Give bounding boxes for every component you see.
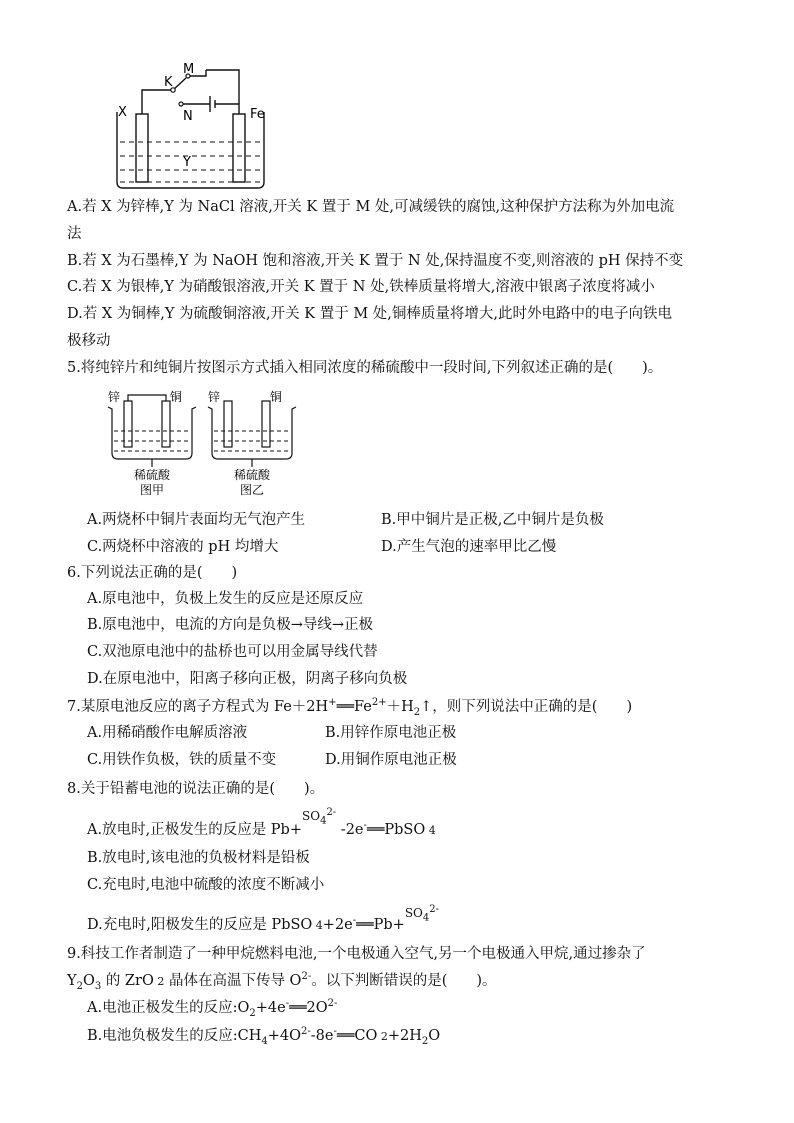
caption-b: 图乙 (240, 483, 265, 497)
q7-option-d: D.用铜作原电池正极 (325, 752, 457, 768)
q6-stem: 6.下列说法正确的是( ) (67, 565, 238, 581)
q7-stem-sup1: + (328, 697, 337, 709)
q9-stem-line2: $Y_2O_3$ 的 ZrO 2 晶体在高温下传导 $O^{2-}$。以下判断错误的是( )。 (67, 971, 497, 992)
q5-option-b: B.甲中铜片是正极,乙中铜片是负极 (381, 512, 604, 528)
q8-option-b: B.放电时,该电池的负极材料是铅板 (87, 850, 310, 866)
zinc-label-b: 锌 (208, 390, 221, 404)
q8-d-before: D.充电时,阳极发生的反应是 PbSO (87, 917, 313, 933)
q7-stem-before: 7.某原电池反应的离子方程式为 Fe＋2H (67, 699, 329, 715)
q6-option-b: B.原电池中，电流的方向是负极→导线→正极 (87, 617, 374, 633)
q7-stem (67, 697, 632, 717)
q8-a-sulfate-ion: SO42- (302, 807, 337, 827)
caption-a: 图甲 (140, 483, 165, 497)
q6-option-c: C.双池原电池中的盐桥也可以用金属导线代替 (87, 644, 378, 660)
q4-option-d-line2: 极移动 (67, 333, 111, 349)
q9-stem-line1: 9.科技工作者制造了一种甲烷燃料电池,一个电极通入空气,另一个电极通入甲烷,通过掺杂了 (67, 946, 646, 962)
q4-option-b: B.若 X 为石墨棒,Y 为 NaOH 饱和溶液,开关 K 置于 N 处,保持温度不变,则溶液的 pH 保持不变 (67, 253, 684, 269)
q5-stem: 5.将纯锌片和纯铜片按图示方式插入相同浓度的稀硫酸中一段时间,下列叙述正确的是( )。 (67, 360, 663, 376)
q8-d-after: ══Pb+ (356, 917, 405, 933)
q7-option-b: B.用锌作原电池正极 (325, 725, 457, 741)
zinc-label-a: 锌 (108, 390, 121, 404)
q4-option-d-line1: D.若 X 为铜棒,Y 为硫酸铜溶液,开关 K 置于 M 处,铜棒质量将增大,此时外电路中的电子向铁电 (67, 306, 672, 322)
electrolysis-cell-figure (100, 62, 275, 194)
q7-stem-mid1: ══Fe (336, 699, 372, 715)
q8-a-esup: - (363, 820, 367, 832)
q7-stem-after: ↑，则下列说法中正确的是( ) (420, 699, 633, 715)
q8-d-sulfate-ion: SO42- (404, 904, 439, 924)
q4-option-a-line2: 法 (67, 226, 82, 242)
q8-stem: 8.关于铅蓄电池的说法正确的是( )。 (67, 781, 325, 797)
n-contact (179, 102, 183, 106)
acid-label-b: 稀硫酸 (234, 468, 271, 482)
q8-a-after: -2e (340, 822, 364, 838)
q8-option-c: C.充电时,电池中硫酸的浓度不断减小 (87, 877, 325, 893)
q5-option-d: D.产生气泡的速率甲比乙慢 (381, 539, 557, 555)
q8-d-esup: - (352, 915, 357, 927)
q5-option-a: A.两烧杯中铜片表面均无气泡产生 (87, 512, 306, 528)
label-fe: Fe (250, 107, 265, 122)
q7-stem-sub: 2 (413, 706, 421, 718)
label-x: X (118, 105, 127, 120)
copper-label-a: 铜 (170, 390, 183, 404)
acid-label-a: 稀硫酸 (134, 468, 171, 482)
label-n: N (183, 109, 193, 124)
q8-option-d (87, 904, 439, 936)
q8-a-end: ══PbSO (366, 822, 426, 838)
q9-option-a: A.电池正极发生的反应$:O_2+4e^-══2O^{2-}$ (87, 998, 338, 1019)
q8-d-sub: 4 (312, 919, 323, 932)
q6-option-a: A.原电池中，负极上发生的反应是还原反应 (87, 591, 364, 607)
label-y: Y (183, 155, 191, 170)
copper-label-b: 铜 (270, 390, 283, 404)
q5-option-c: C.两烧杯中溶液的 pH 均增大 (87, 539, 279, 555)
q6-option-d: D.在原电池中，阳离子移向正极，阴离子移向负极 (87, 671, 408, 687)
q7-stem-sup2: 2+ (371, 697, 387, 709)
q7-option-a: A.用稀硝酸作电解质溶液 (87, 725, 248, 741)
q7-stem-mid2: ＋H (386, 699, 414, 715)
q8-a-end-sub: 4 (425, 824, 436, 837)
label-k: K (164, 75, 173, 90)
q4-option-c: C.若 X 为银棒,Y 为硝酸银溶液,开关 K 置于 N 处,铁棒质量将增大,溶液中银离子浓度将减小 (67, 279, 655, 295)
q8-option-a (87, 807, 436, 841)
q9-option-b: B.电池负极发生的反应$:CH_4+4O^{2-}-8e^-══CO$ $2+2H_2O$ (87, 1026, 441, 1047)
q8-d-mid: +2e (322, 917, 353, 933)
q7-option-c: C.用铁作负极，铁的质量不变 (87, 752, 277, 768)
q4-option-a-line1: A.若 X 为锌棒,Y 为 NaCl 溶液,开关 K 置于 M 处,可减缓铁的腐蚀,这种保护方法称为外加电流 (67, 199, 675, 215)
q8-a-before: A.放电时,正极发生的反应是 Pb+ (87, 822, 302, 838)
label-m: M (183, 62, 195, 77)
zinc-copper-beakers-figure (100, 387, 300, 497)
